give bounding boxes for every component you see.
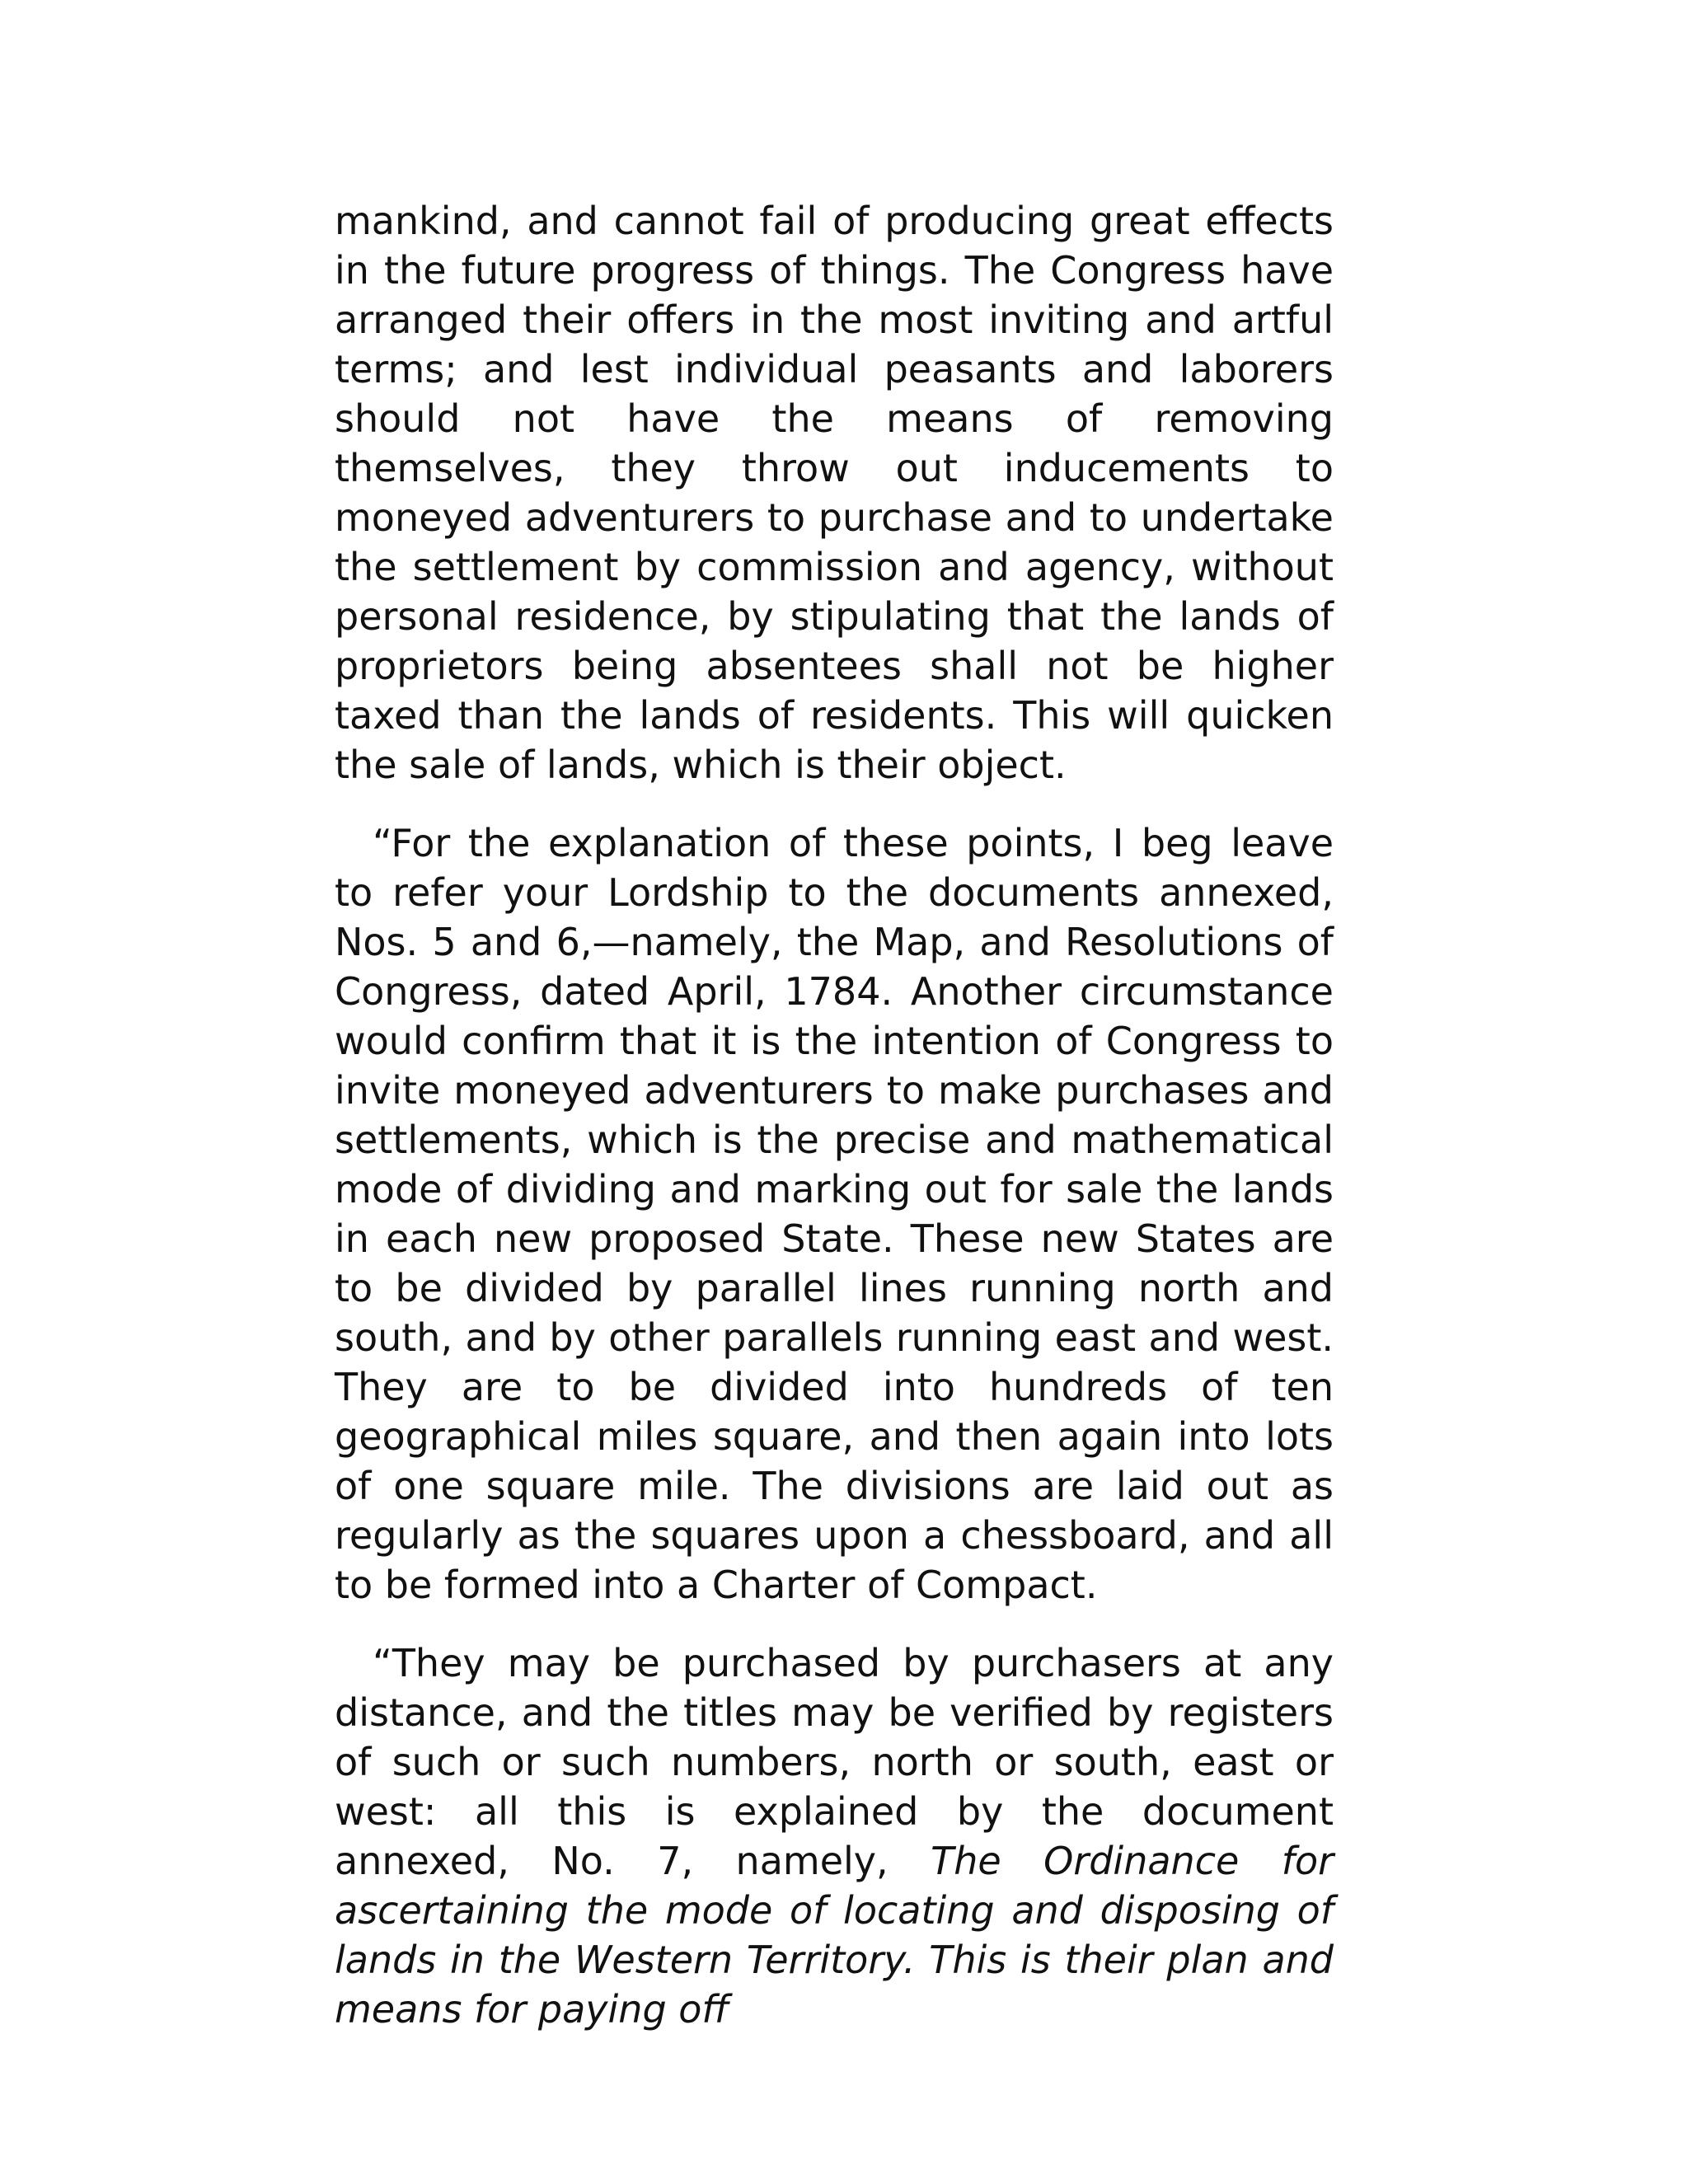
paragraph-3-italic-title: The Ordinance for ascertaining the mode of locating and disposing of lands in the Western Territory. This is their plan and means for paying off [335,1839,1334,2032]
paragraph-1 [335,196,1334,790]
paragraph-2-text: “For the explanation of these points, I beg leave to refer your Lordship to the documents annexed, Nos. 5 and 6,—namely, the Map, and Resolutions of Congress, dated April, 1784. Another circumstance would confirm that it is the intention of Congress to invite moneyed adventurers to make purchases and settlements, which is the precise and mathematical mode of dividing and marking out for sale the lands in each new proposed State. These new States are to be divided by parallel lines running north and south, and by other parallels running east and west. They are to be divided into hundreds of ten geographical miles square, and then again into lots of one square mile. The divisions are laid out as regularly as the squares upon a chessboard, and all to be formed into a Charter of Compact. [335,821,1334,1607]
paragraph-3 [335,1638,1334,2034]
document-page [335,196,1334,2034]
paragraph-2 [335,818,1334,1610]
paragraph-1-text: mankind, and cannot fail of producing great effects in the future progress of things. The Congress have arranged their offers in the most inviting and artful terms; and lest individual peasants and laborers should not have the means of removing themselves, they throw out inducements to moneyed adventurers to purchase and to undertake the settlement by commission and agency, without personal residence, by stipulating that the lands of proprietors being absentees shall not be higher taxed than the lands of residents. This will quicken the sale of lands, which is their object. [335,199,1334,787]
paragraph-3-text: “They may be purchased by purchasers at any distance, and the titles may be verified by registers of such or such numbers, north or south, east or west: all this is explained by the document annexed, No. 7, namely, [335,1641,1334,1883]
